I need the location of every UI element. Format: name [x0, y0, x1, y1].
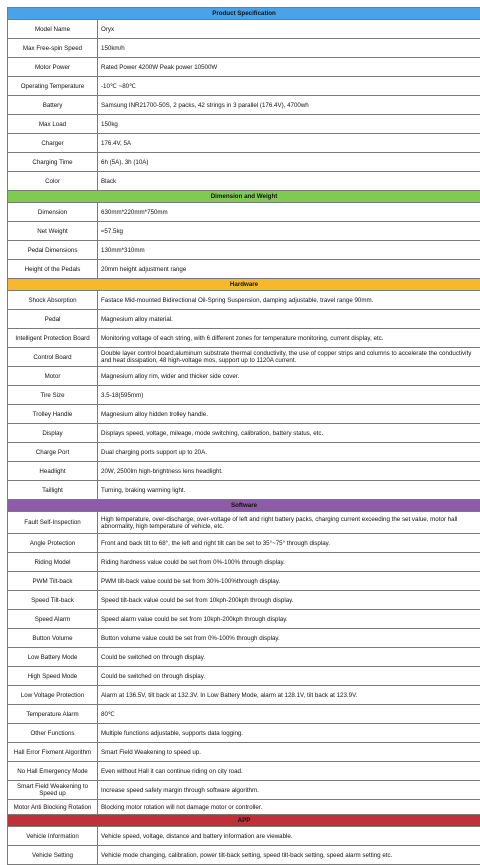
spec-label: Dimension [8, 203, 98, 222]
spec-label: Net Weight [8, 222, 98, 241]
table-row [8, 77, 480, 96]
spec-label: Temperature Alarm [8, 705, 98, 724]
spec-label: Shock Absorption [8, 291, 98, 310]
section-title: Software [8, 500, 480, 512]
spec-label: Button Volume [8, 629, 98, 648]
section-header-hardware [8, 279, 480, 291]
table-row [8, 424, 480, 443]
section-title: Dimension and Weight [8, 191, 480, 203]
table-row [8, 260, 480, 279]
spec-value: Could be switched on through display. [98, 667, 480, 686]
section-header-dimension-and-weight [8, 191, 480, 203]
spec-label: Low Battery Mode [8, 648, 98, 667]
spec-label: No Hall Emergency Mode [8, 762, 98, 781]
table-row [8, 405, 480, 424]
table-row [8, 743, 480, 762]
section-header-app [8, 815, 480, 827]
table-row [8, 96, 480, 115]
table-row [8, 115, 480, 134]
spec-label: Motor [8, 367, 98, 386]
spec-value: 20mm height adjustment range [98, 260, 480, 279]
table-row [8, 724, 480, 743]
spec-label: Smart Field Weakening to Speed up [8, 781, 98, 800]
specification-table [7, 7, 480, 865]
spec-value: Smart Field Weakening to speed up. [98, 743, 480, 762]
spec-value: -10℃ ~80℃ [98, 77, 480, 96]
table-row [8, 781, 480, 800]
spec-label: Fault Self-Inspection [8, 512, 98, 534]
table-row [8, 386, 480, 405]
table-row [8, 241, 480, 260]
spec-value: Dual charging ports support up to 20A. [98, 443, 480, 462]
spec-label: Pedal [8, 310, 98, 329]
spec-value: Double layer control board;aluminum substrate thermal conductivity, the use of copper strips and columns to accelerate the conductivity and heat dissipation, 48 high-voltage mos, support up to 1120A current. [98, 348, 480, 367]
spec-value: Rated Power 4200W Peak power 10500W [98, 58, 480, 77]
spec-value: Could be switched on through display. [98, 648, 480, 667]
spec-value: Vehicle speed, voltage, distance and battery information are viewable. [98, 827, 480, 846]
spec-value: Displays speed, voltage, mileage, mode switching, calibration, battery status, etc. [98, 424, 480, 443]
table-row [8, 134, 480, 153]
spec-label: Vehicle Information [8, 827, 98, 846]
spec-label: Control Board [8, 348, 98, 367]
spec-label: Pedal Dimensions [8, 241, 98, 260]
table-row [8, 20, 480, 39]
table-row [8, 481, 480, 500]
spec-value: 630mm*220mm*750mm [98, 203, 480, 222]
spec-label: Speed Alarm [8, 610, 98, 629]
spec-value: High temperature, over-discharge, over-voltage of left and right battery packs, charging current exceeding the set value, motor hall abnormality, high temperature of vehicle, etc. [98, 512, 480, 534]
spec-value: Vehicle mode changing, calibration, power tilt-back setting, speed tilt-back setting, speed alarm setting etc. [98, 846, 480, 865]
spec-value: Monitoring voltage of each string, with 6 different zones for temperature monitoring, current display, etc. [98, 329, 480, 348]
table-row [8, 686, 480, 705]
spec-label: Operating Temperature [8, 77, 98, 96]
spec-value: Magnesium alloy material. [98, 310, 480, 329]
table-row [8, 443, 480, 462]
spec-value: 20W, 2500lm high-brightness lens headlight. [98, 462, 480, 481]
spec-label: Model Name [8, 20, 98, 39]
spec-label: High Speed Mode [8, 667, 98, 686]
spec-value: 176.4V, 5A [98, 134, 480, 153]
table-row [8, 58, 480, 77]
spec-value: 130mm*310mm [98, 241, 480, 260]
spec-label: Low Voltage Protection [8, 686, 98, 705]
spec-value: 150km/h [98, 39, 480, 58]
table-row [8, 762, 480, 781]
spec-label: Charger [8, 134, 98, 153]
spec-label: Charge Port [8, 443, 98, 462]
table-row [8, 348, 480, 367]
section-header-product-specification [8, 8, 480, 20]
spec-value: 3.5-18(595mm) [98, 386, 480, 405]
spec-label: Motor Power [8, 58, 98, 77]
section-header-software [8, 500, 480, 512]
spec-value: Fastace Mid-mounted Bidirectional Oil-Spring Suspension, damping adjustable, travel range 90mm. [98, 291, 480, 310]
spec-value: 6h (5A), 3h (10A) [98, 153, 480, 172]
spec-label: Display [8, 424, 98, 443]
table-row [8, 800, 480, 815]
spec-label: Motor Anti Blocking Rotation [8, 800, 98, 815]
spec-value: Magnesium alloy hidden trolley handle. [98, 405, 480, 424]
table-row [8, 534, 480, 553]
spec-label: Charging Time [8, 153, 98, 172]
table-row [8, 203, 480, 222]
table-row [8, 572, 480, 591]
spec-value: Speed alarm value could be set from 10kph-200kph through display. [98, 610, 480, 629]
table-row [8, 39, 480, 58]
spec-value: Samsung INR21700-50S, 2 packs, 42 strings in 3 parallel (176.4V), 4700wh [98, 96, 480, 115]
spec-label: Hall Error Fixment Algorithm [8, 743, 98, 762]
table-row [8, 153, 480, 172]
spec-label: Battery [8, 96, 98, 115]
spec-label: Height of the Pedals [8, 260, 98, 279]
table-row [8, 329, 480, 348]
spec-label: Other Functions [8, 724, 98, 743]
table-row [8, 367, 480, 386]
table-row [8, 827, 480, 846]
spec-value: Front and back tilt to 68°, the left and right tilt can be set to 35°~75° through display. [98, 534, 480, 553]
spec-value: Speed tilt-back value could be set from 10kph-200kph through display. [98, 591, 480, 610]
spec-value: Blocking motor rotation will not damage motor or controller. [98, 800, 480, 815]
table-row [8, 610, 480, 629]
spec-value: Black [98, 172, 480, 191]
table-row [8, 591, 480, 610]
spec-label: Max Free-spin Speed [8, 39, 98, 58]
table-row [8, 846, 480, 865]
spec-value: Oryx [98, 20, 480, 39]
spec-label: PWM Tilt-back [8, 572, 98, 591]
section-title: APP [8, 815, 480, 827]
spec-value: Increase speed safety margin through software algorithm. [98, 781, 480, 800]
table-row [8, 512, 480, 534]
spec-value: Alarm at 136.5V, tilt back at 132.3V. In Low Battery Mode, alarm at 128.1V, tilt back at 123.9V. [98, 686, 480, 705]
table-row [8, 648, 480, 667]
spec-label: Taillight [8, 481, 98, 500]
table-row [8, 291, 480, 310]
table-row [8, 629, 480, 648]
spec-label: Riding Model [8, 553, 98, 572]
spec-label: Trolley Handle [8, 405, 98, 424]
spec-value: Multiple functions adjustable, supports data logging. [98, 724, 480, 743]
spec-value: ≈57.5kg [98, 222, 480, 241]
spec-label: Tire Size [8, 386, 98, 405]
spec-value: PWM tilt-back value could be set from 30%-100%through display. [98, 572, 480, 591]
spec-value: Turning, braking warming light. [98, 481, 480, 500]
table-row [8, 667, 480, 686]
spec-label: Intelligent Protection Board [8, 329, 98, 348]
table-row [8, 222, 480, 241]
table-row [8, 553, 480, 572]
spec-label: Max Load [8, 115, 98, 134]
spec-value: 150kg [98, 115, 480, 134]
spec-label: Speed Tilt-back [8, 591, 98, 610]
section-title: Hardware [8, 279, 480, 291]
spec-value: 80℃ [98, 705, 480, 724]
table-row [8, 310, 480, 329]
spec-label: Angle Protection [8, 534, 98, 553]
spec-label: Color [8, 172, 98, 191]
spec-value: Even without Hall it can continue riding on city road. [98, 762, 480, 781]
table-row [8, 705, 480, 724]
table-row [8, 172, 480, 191]
spec-label: Vehicle Setting [8, 846, 98, 865]
spec-value: Button volume value could be set from 0%-100% through display. [98, 629, 480, 648]
spec-value: Riding hardness value could be set from 0%-100% through display. [98, 553, 480, 572]
table-row [8, 462, 480, 481]
spec-value: Magnesium alloy rim, wider and thicker side cover. [98, 367, 480, 386]
section-title: Product Specification [8, 8, 480, 20]
spec-label: Headlight [8, 462, 98, 481]
